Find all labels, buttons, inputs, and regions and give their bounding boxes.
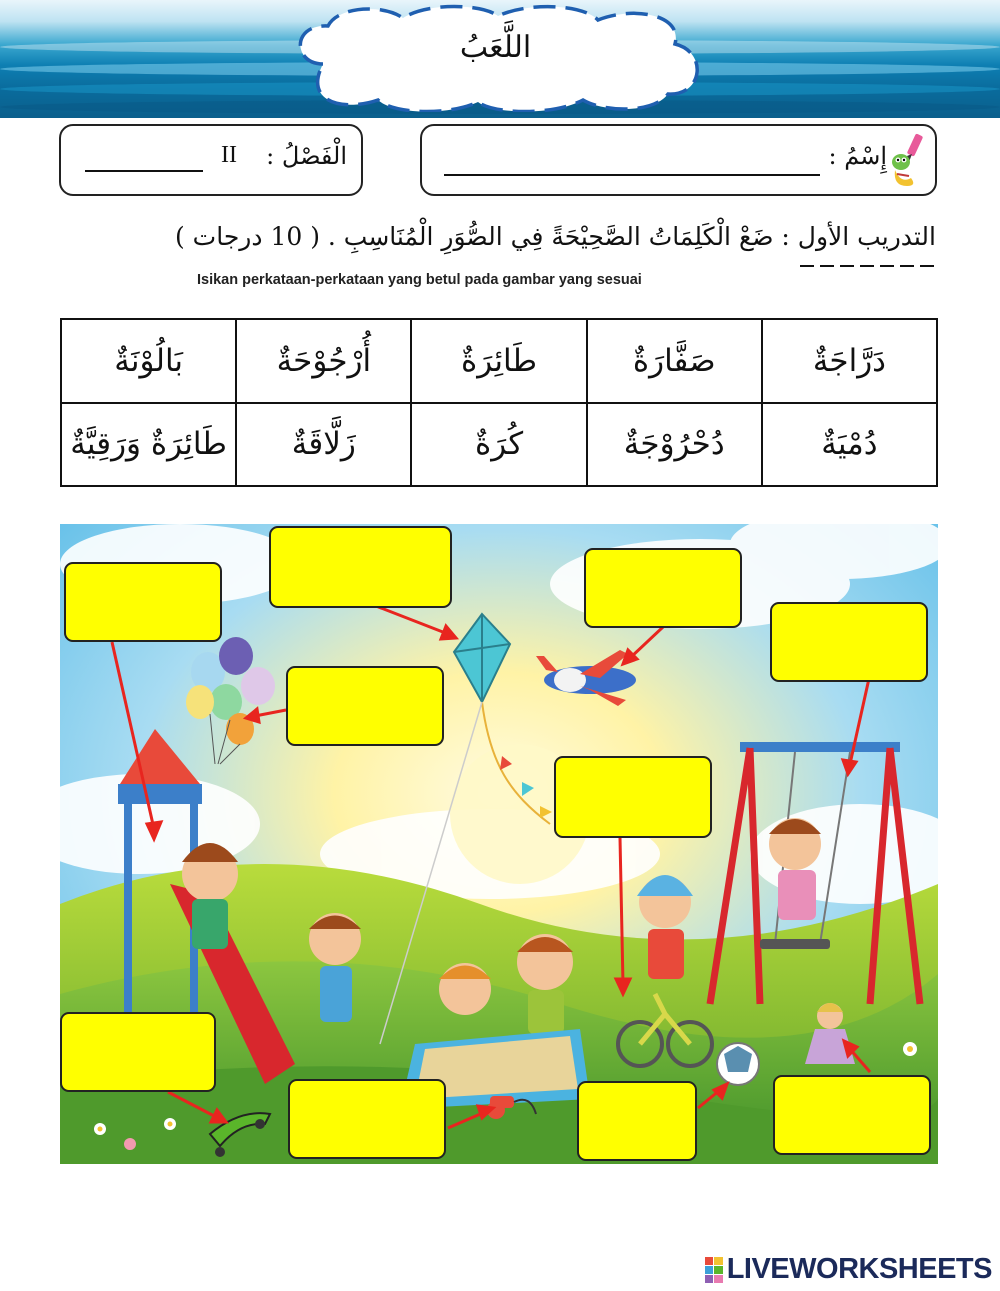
answer-box-ball[interactable] [577, 1081, 697, 1161]
class-value: II [221, 142, 237, 168]
ball-illustration [717, 1043, 759, 1085]
answer-box-slide[interactable] [64, 562, 222, 642]
word-cell[interactable]: دُحْرُوْجَةٌ [587, 403, 762, 487]
table-row [61, 403, 937, 487]
answer-box-kite[interactable] [269, 526, 452, 608]
word-cell[interactable]: طَائِرَةٌ وَرَقِيَّةٌ [61, 403, 236, 487]
answer-box-airplane[interactable] [584, 548, 742, 628]
answer-box-bicycle[interactable] [554, 756, 712, 838]
answer-box-doll[interactable] [773, 1075, 931, 1155]
exercise-instruction-arabic: التدريب الأول : ضَعْ الْكَلِمَاتُ الصَّحِيْحَةً فِي الصُّوَرِ الْمُنَاسِبِ . ( 10 درجات ) [174, 222, 936, 251]
liveworksheets-brand[interactable] [705, 1253, 992, 1286]
class-box [59, 124, 363, 196]
word-cell[interactable]: أُرْجُوْحَةٌ [236, 319, 411, 403]
word-cell[interactable]: دَرَّاجَةٌ [762, 319, 937, 403]
exercise-instruction-malay: Isikan perkataan-perkataan yang betul pada gambar yang sesuai [197, 272, 642, 288]
word-cell[interactable]: زَلَّاقَةٌ [236, 403, 411, 487]
answer-box-swing[interactable] [770, 602, 928, 682]
name-answer-line[interactable] [444, 174, 820, 176]
pencil-mascot-icon [887, 132, 927, 188]
brand-name: LIVEWORKSHEETS [726, 1253, 992, 1285]
word-bank-table [60, 318, 938, 487]
word-cell[interactable]: طَائِرَةٌ [411, 319, 586, 403]
page-title: اللَّعَبُ [459, 30, 532, 65]
word-cell[interactable]: صَفَّارَةٌ [587, 319, 762, 403]
playground-scene [60, 524, 938, 1164]
answer-box-skateboard[interactable] [60, 1012, 216, 1092]
table-row [61, 319, 937, 403]
name-label: إِسْمُ : [828, 142, 887, 170]
class-answer-line[interactable] [85, 170, 203, 172]
liveworksheets-logo-icon [705, 1257, 723, 1283]
name-box [420, 124, 937, 196]
word-cell[interactable]: كُرَةٌ [411, 403, 586, 487]
word-cell[interactable]: بَالُوْنَةٌ [61, 319, 236, 403]
instruction-underline [800, 262, 940, 270]
answer-box-balloons[interactable] [286, 666, 444, 746]
class-label: الْفَصْلُ : [266, 142, 347, 170]
answer-box-whistle[interactable] [288, 1079, 446, 1159]
word-cell[interactable]: دُمْيَةٌ [762, 403, 937, 487]
